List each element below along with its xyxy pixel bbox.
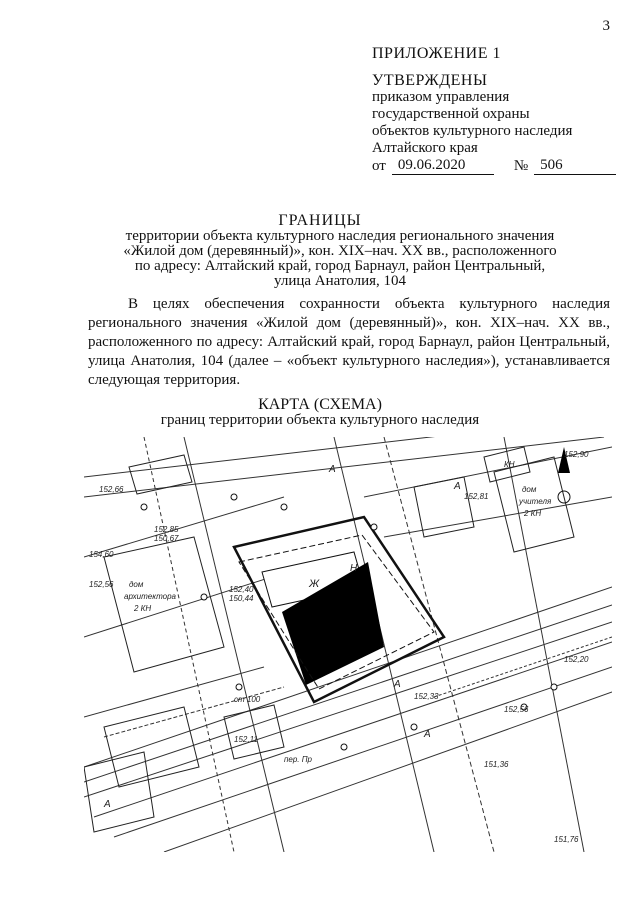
a-label-2: А xyxy=(454,481,461,492)
architect-house-label-2: архитектора xyxy=(124,592,176,601)
elev-7: 152,90 xyxy=(564,450,589,459)
order-date: 09.06.2020 xyxy=(392,157,494,175)
elev-5: 152,40 xyxy=(229,585,254,594)
elev-9: 152,20 xyxy=(564,655,589,664)
zh-label: Ж xyxy=(309,578,320,590)
elev-10: 151,76 xyxy=(554,835,579,844)
from-label: от xyxy=(372,158,386,174)
a-label-1: А xyxy=(329,464,336,475)
order-date-row xyxy=(372,157,616,175)
page-number: 3 xyxy=(602,18,610,34)
approval-line-2: государственной охраны xyxy=(372,106,530,122)
lane-label: пер. Пр xyxy=(284,755,312,764)
map-subheading: границ территории объекта культурного наследия xyxy=(160,412,480,428)
elev-11: 152,33 xyxy=(414,692,439,701)
elev-1: 152,66 xyxy=(99,485,124,494)
approval-line-3: объектов культурного наследия xyxy=(372,123,573,139)
document-heading: ГРАНИЦЫ xyxy=(278,212,362,229)
architect-house-label-3: 2 КН xyxy=(134,604,152,613)
approval-line-1: приказом управления xyxy=(372,89,510,105)
number-label: № xyxy=(513,158,529,174)
approval-line-4: Алтайского края xyxy=(372,140,478,156)
architect-house-label-1: дом xyxy=(129,580,144,589)
elev-3: 150,67 xyxy=(154,534,179,543)
subtitle-line-1: территории объекта культурного наследия регионального значения xyxy=(125,228,555,244)
a-label-5: А xyxy=(104,799,111,810)
subtitle-line-2: «Жилой дом (деревянный)», кон. XIX–нач. XX вв., расположенного xyxy=(123,243,557,259)
st-label: ст 100 xyxy=(234,695,261,704)
order-number: 506 xyxy=(534,157,616,175)
body-paragraph: В целях обеспечения сохранности объекта культурного наследия регионального значения «Жилой дом (деревянный)», кон. XIX–нач. XX вв., расположенного по адресу: Алтайский край, город Барнаул, район Центральный, улица Анатолия, 104 (далее – «объект культурного наследия»), устанавливается следующая территория. xyxy=(88,296,610,388)
teacher-house-label-1: дом xyxy=(522,485,537,494)
elev-6: 150,44 xyxy=(229,594,254,603)
document-subtitle xyxy=(0,229,640,289)
a-label-3: А xyxy=(394,679,401,690)
elev-8: 152,81 xyxy=(464,492,489,501)
subtitle-line-3: по адресу: Алтайский край, город Барнаул, район Центральный, xyxy=(134,258,546,274)
a-label-4: А xyxy=(424,729,431,740)
map-heading: КАРТА (СХЕМА) xyxy=(258,396,382,413)
subtitle-line-4: улица Анатолия, 104 xyxy=(274,273,406,289)
elev-14: 154,60 xyxy=(89,550,114,559)
teacher-house-label-3: 2 КН xyxy=(524,509,542,518)
cadastral-map xyxy=(84,437,612,852)
elev-4: 152,56 xyxy=(89,580,114,589)
elev-2: 152,85 xyxy=(154,525,179,534)
elev-15: 151,36 xyxy=(484,760,509,769)
elev-12: 152,56 xyxy=(504,705,529,714)
teacher-house-label-2: учителя xyxy=(519,497,552,506)
kn-label: КН xyxy=(504,460,515,469)
appendix-block xyxy=(372,45,616,175)
approved-label: УТВЕРЖДЕНЫ xyxy=(372,72,488,89)
elev-13: 152,11 xyxy=(234,735,258,744)
n-label: Н xyxy=(350,563,358,574)
appendix-title: ПРИЛОЖЕНИЕ 1 xyxy=(372,45,502,62)
